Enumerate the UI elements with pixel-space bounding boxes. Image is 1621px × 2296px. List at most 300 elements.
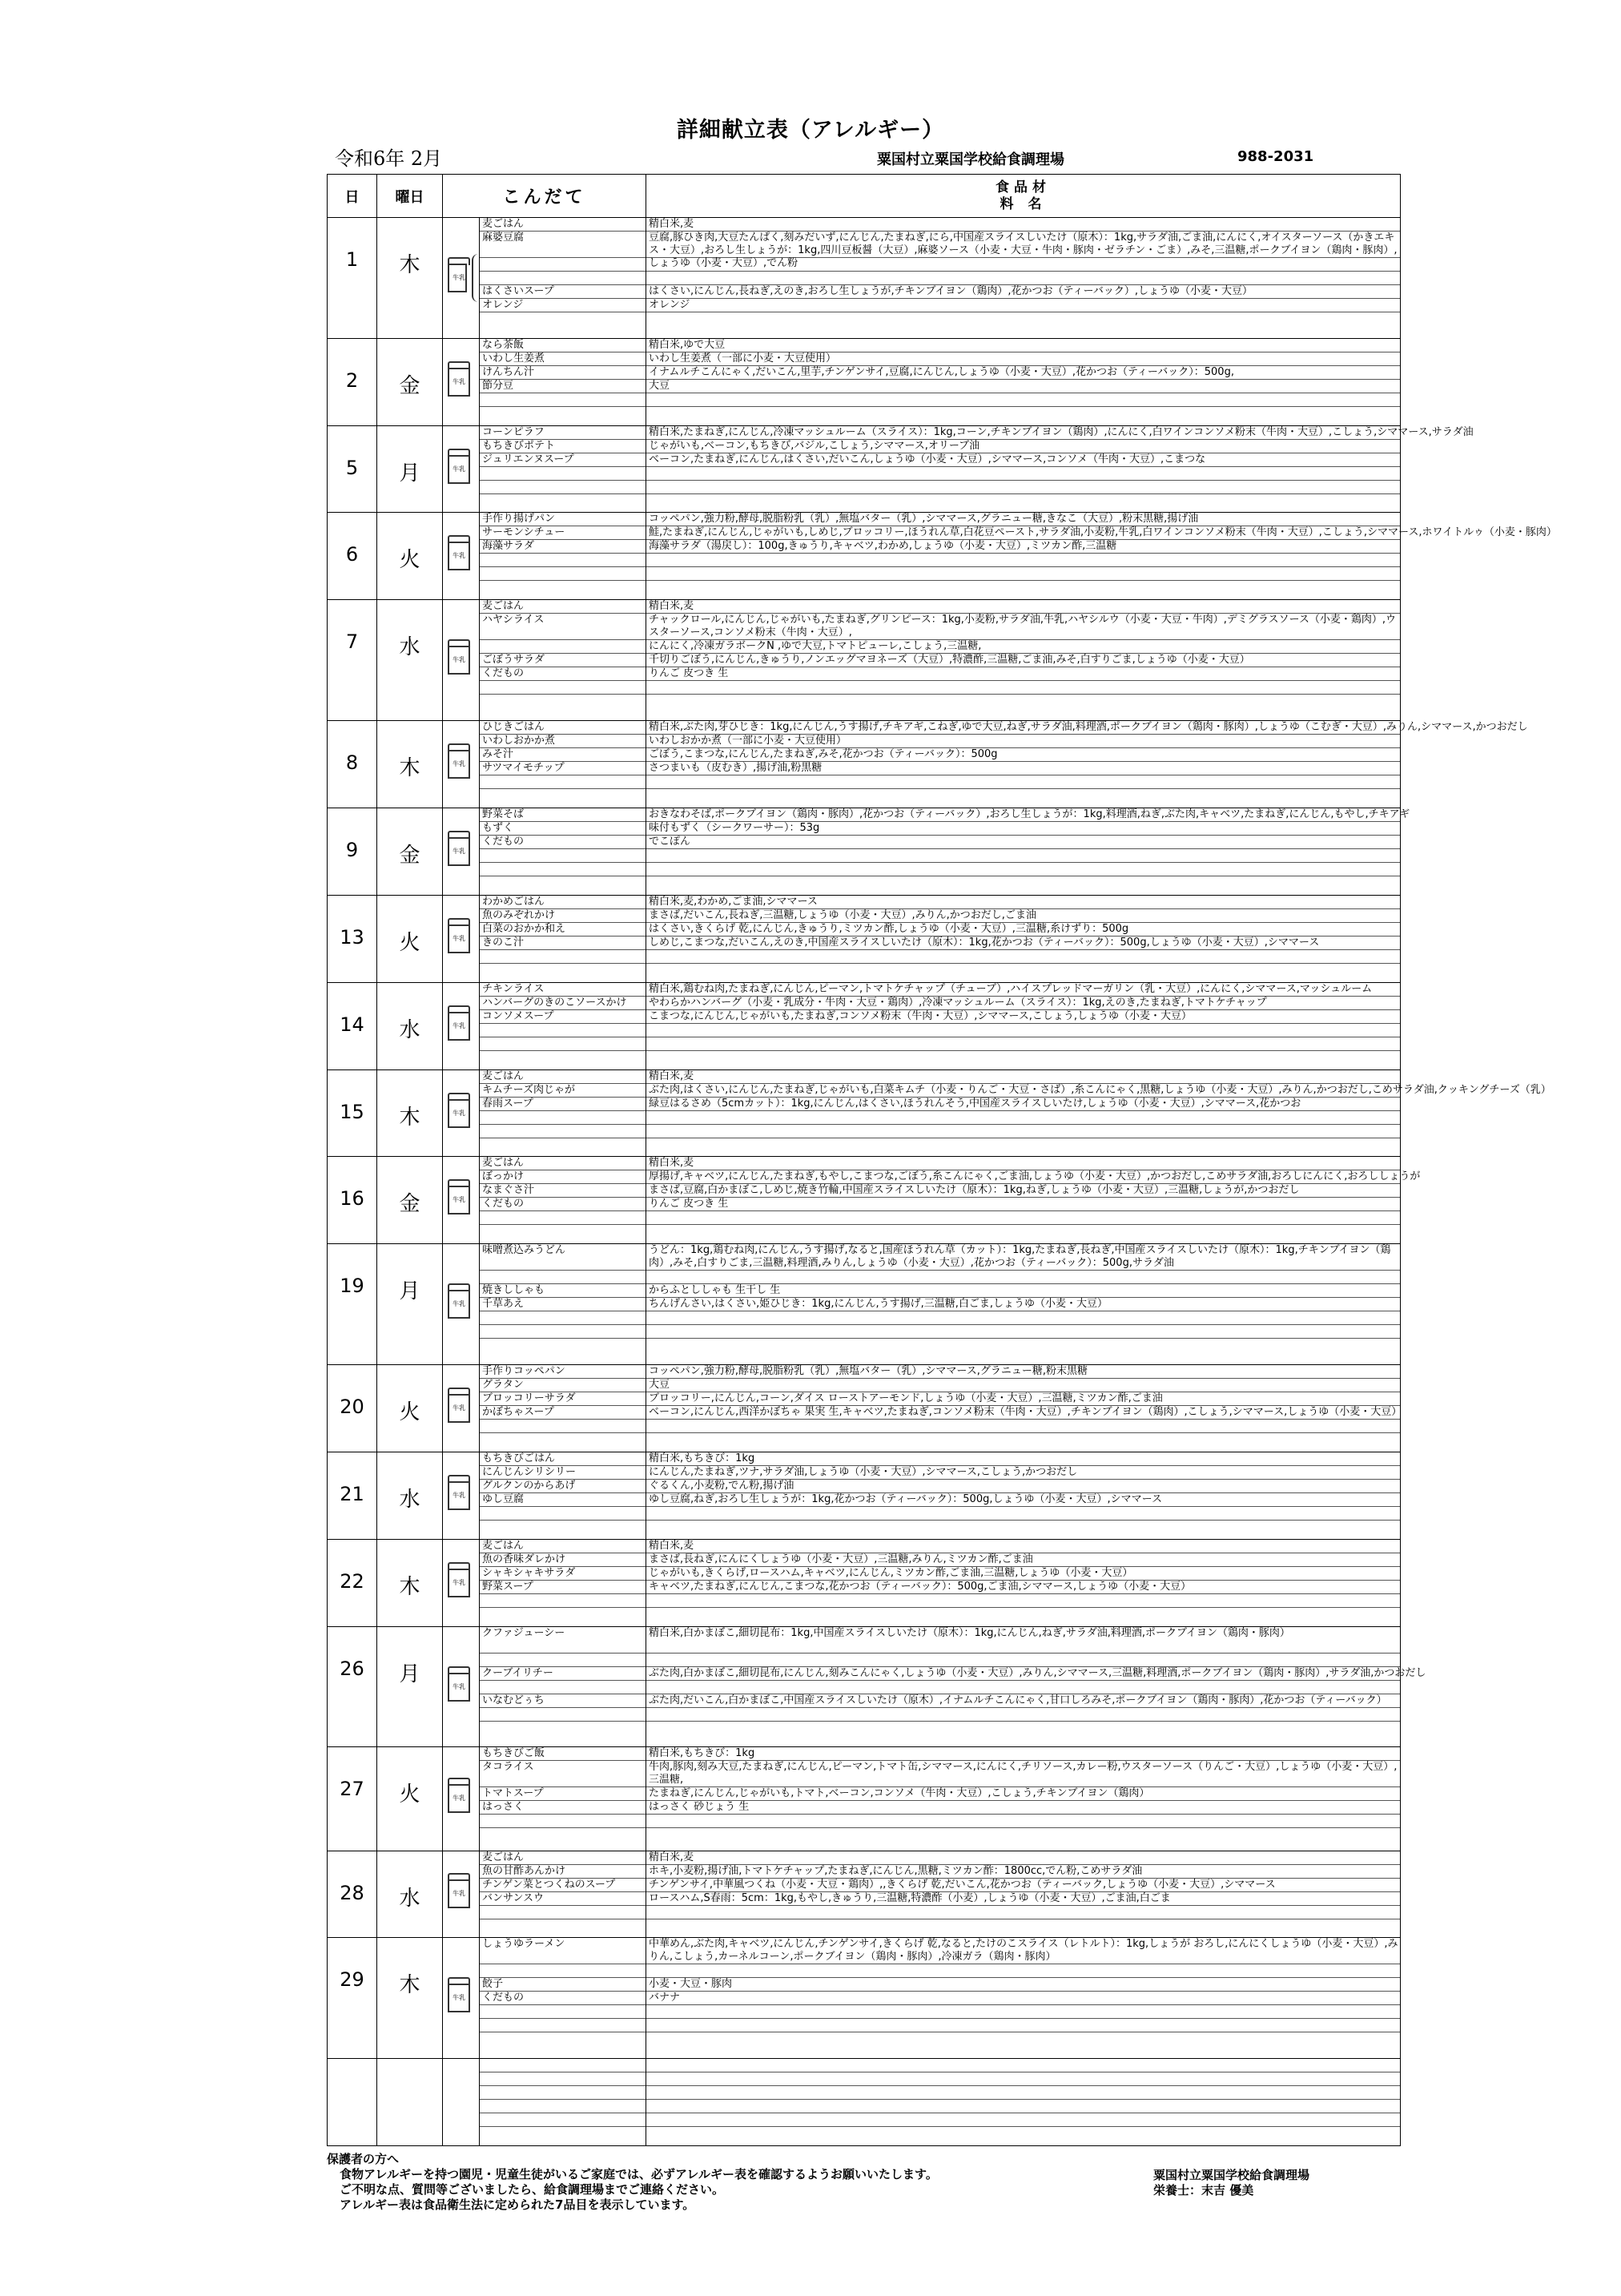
dish-name: コーンピラフ [480,426,646,440]
day-block [328,1157,1401,1244]
year-month: 令和6年 2月 [335,147,443,170]
milk-cell [443,982,480,1069]
dish-name: ひじきごはん [480,721,646,735]
ingredient-list [646,721,1528,808]
ingredient-text [646,1654,1400,1667]
weekday: 火 [377,1365,443,1452]
dish-name [480,1906,646,1919]
milk-cell [443,1539,480,1626]
day-block [328,1747,1401,1851]
ingredient-text [646,950,1400,964]
ingredient-text: じゃがいも,ベーコン,もちきび,バジル,こしょう,シママース,オリーブ油 [646,440,1400,453]
dish-name: もちきびごはん [480,1452,646,1466]
dish-name: はくさいスープ [480,285,646,299]
dish-list [480,1851,646,1938]
weekday: 金 [377,808,443,895]
milk-carton-icon [448,1784,470,1813]
dish-name: 手作りコッペパン [480,1365,646,1379]
day-block [328,218,1401,339]
dish-name: タコライス [480,1761,646,1787]
ingredient-text [646,2059,1400,2072]
footer-line-3: ご不明な点、質問等ございましたら、給食調理場までご連絡ください。 [340,2182,725,2197]
ingredient-text: チャックロール,にんじん,じゃがいも,たまねぎ,グリンピース：1kg,小麦粉,サラダ油,牛乳,ハヤシルウ（小麦・大豆・牛肉）,デミグラスソース（小麦・鶏肉）,ウスターソース,コンソメ粉末（牛肉・大豆）, [646,614,1400,640]
milk-cell [443,895,480,982]
ingredient-text: からふとししゃも 生干し 生 [646,1284,1400,1298]
ingredient-text: しめじ,こまつな,だいこん,えのき,中国産スライスしいたけ（原木）：1kg,花かつお（ティーバック）：500g,しょうゆ（小麦・大豆）,シママース [646,937,1400,950]
milk-carton-icon [448,542,470,570]
dish-name: いなむどぅち [480,1694,646,1708]
day-number [328,2059,377,2146]
dish-name: なら茶飯 [480,339,646,352]
dish-name: 餃子 [480,1978,646,1992]
dish-name [480,1708,646,1722]
dish-name [480,2005,646,2019]
dish-name [480,681,646,695]
ingredient-text: にんにく,冷凍ガラボークN ,ゆで大豆,トマトピューレ,こしょう,三温糖, [646,640,1400,654]
ingredient-text: 精白米,ぶた肉,芽ひじき：1kg,にんじん,うす揚げ,チキアギ,こねぎ,ゆで大豆,ねぎ,サラダ油,料理酒,ポークブイヨン（鶏肉・豚肉）,しょうゆ（こむぎ・大豆）,みりん,シママース,かつおだし [646,721,1400,735]
dish-name [480,393,646,407]
weekday: 月 [377,425,443,513]
footer-dietitian: 栄養士：末吉 優美 [1153,2183,1254,2197]
ingredient-list [646,1747,1401,1851]
ingredient-text: コッペパン,強力粉,酵母,脱脂粉乳（乳）,無塩バター（乳）,シママース,グラニュー糖,粉末黒糖 [646,1365,1400,1379]
footer-school [1153,2168,1309,2198]
dish-name [480,950,646,964]
dish-name: クーブイリチー [480,1667,646,1681]
ingredient-text [646,1594,1400,1608]
ingredient-text: さつまいも（皮むき）,揚げ油,粉黒糖 [646,762,1400,775]
dish-list [480,721,646,808]
dish-name: バンサンスウ [480,1892,646,1906]
ingredient-text: ぐるくん,小麦粉,でん粉,揚げ油 [646,1480,1400,1493]
weekday: 金 [377,338,443,425]
ingredient-text: 精白米,麦 [646,1851,1400,1865]
dish-name: もずく [480,822,646,836]
day-number: 1 [328,218,377,339]
ingredient-text: ベーコン,たまねぎ,にんじん,はくさい,だいこん,しょうゆ（小麦・大豆）,シママース,コンソメ（牛肉・大豆）,こまつな [646,453,1400,467]
ingredient-text: 精白米,麦 [646,600,1400,614]
dish-name: シャキシャキサラダ [480,1567,646,1581]
ingredient-text: 味付もずく（シークワーサー）：53g [646,822,1400,836]
milk-cell [443,721,480,808]
weekday: 木 [377,721,443,808]
milk-carton-icon [448,1879,470,1908]
ingredient-text: オレンジ [646,299,1400,312]
milk-label: 牛乳 [453,1890,465,1898]
milk-carton-icon [448,924,470,953]
milk-label: 牛乳 [453,273,465,281]
dish-name: ハンバーグのきのこソースかけ [480,997,646,1010]
weekday: 月 [377,1626,443,1747]
milk-carton-icon [448,1984,470,2012]
ingredient-list [646,982,1401,1069]
ingredient-text [646,1964,1400,1978]
dish-list [480,600,646,721]
dish-name: 白菜のおかか和え [480,923,646,937]
dish-name [480,2086,646,2100]
header-ingredients [646,175,1401,218]
dish-list [480,895,646,982]
dish-name: 手作り揚げパン [480,513,646,526]
milk-cell [443,338,480,425]
ingredient-text: ホキ,小麦粉,揚げ油,トマトケチャップ,たまねぎ,にんじん,黒糖,ミツカン酢：1800cc,でん粉,こめサラダ油 [646,1865,1400,1879]
dish-list [480,1365,646,1452]
ingredient-text: 精白米,麦 [646,1070,1400,1084]
ingredient-text: いわしおかか煮（一部に小麦・大豆使用） [646,735,1400,748]
table-header [328,175,1401,218]
dish-name [480,1037,646,1051]
day-number: 27 [328,1747,377,1851]
ingredient-text: やわらかハンバーグ（小麦・乳成分・牛肉・大豆・鶏肉）,冷凍マッシュルーム（スライス）：1kg,えのき,たまねぎ,トマトケチャップ [646,997,1400,1010]
ingredient-list [646,2059,1401,2146]
dish-name: きのこ汁 [480,937,646,950]
dish-name: なまぐさ汁 [480,1184,646,1198]
dish-name: かぼちゃスープ [480,1406,646,1420]
ingredient-text: 厚揚げ,キャベツ,にんじん,たまねぎ,もやし,こまつな,ごぼう,糸こんにゃく,ごま油,しょうゆ（小麦・大豆）,かつおだし,こめサラダ油,おろしにんにく,おろししょうが [646,1170,1400,1184]
ingredient-text: 精白米,麦,わかめ,ごま油,シママース [646,896,1400,909]
dish-name [480,2072,646,2086]
milk-cell [443,1244,480,1365]
weekday: 水 [377,600,443,721]
dish-name: 魚の香味ダレかけ [480,1553,646,1567]
milk-carton-icon [448,455,470,484]
day-block [328,1539,1401,1626]
dish-name [480,640,646,654]
dish-name: しょうゆラーメン [480,1938,646,1964]
ingredient-text: ごぼう,こまつな,にんじん,たまねぎ,みそ,花かつお（ティーバック）：500g [646,748,1400,762]
dish-name [480,1420,646,1433]
milk-carton-icon [448,1186,470,1214]
dish-name [480,2100,646,2113]
dish-name [480,1681,646,1694]
milk-carton-icon [448,1673,470,1702]
milk-cell [443,1626,480,1747]
ingredient-text [646,393,1400,407]
dish-name: いわしおかか煮 [480,735,646,748]
ingredient-list [646,1069,1551,1157]
weekday: 木 [377,1539,443,1626]
ingredient-text: 大豆 [646,1379,1400,1392]
ingredient-text [646,849,1400,863]
ingredient-text: たまねぎ,にんじん,じゃがいも,トマト,ベーコン,コンソメ（牛肉・大豆）,こしょう,チキンブイヨン（鶏肉） [646,1787,1400,1801]
milk-carton-icon [448,750,470,779]
dish-name: 麦ごはん [480,600,646,614]
weekday [377,2059,443,2146]
ingredient-text: まさば,だいこん,長ねぎ,三温糖,しょうゆ（小麦・大豆）,みりん,かつおだし,ごま油 [646,909,1400,923]
dish-name [480,258,646,272]
dish-name: サツマイモチップ [480,762,646,775]
ingredient-text [646,481,1400,494]
day-number: 9 [328,808,377,895]
ingredient-text [646,2005,1400,2019]
dish-name [480,849,646,863]
day-number: 28 [328,1851,377,1938]
ingredient-list [646,1365,1401,1452]
ingredient-text [646,1271,1400,1284]
dish-name: トマトスープ [480,1787,646,1801]
dish-list [480,1244,646,1365]
ingredient-text: りんご 皮つき 生 [646,1198,1400,1211]
weekday: 金 [377,1157,443,1244]
ingredient-text: 中華めん,ぶた肉,キャベツ,にんじん,チンゲンサイ,きくらげ 乾,なると,たけのこスライス（レトルト）：1kg,しょうが おろし,にんにくしょうゆ（小麦・大豆）,みりん,こしょう,カーネルコーン,ポークブイヨン（鶏肉・豚肉）,冷凍ガラ（鶏肉・豚肉） [646,1938,1400,1964]
dish-name [480,481,646,494]
ingredient-text: にんじん,たまねぎ,ツナ,サラダ油,しょうゆ（小麦・大豆）,シママース,こしょう,かつおだし [646,1466,1400,1480]
dish-name: クファジューシー [480,1627,646,1654]
ingredient-text: ゆし豆腐,ねぎ,おろし生しょうが：1kg,花かつお（ティーバック）：500g,しょうゆ（小麦・大豆）,シママース [646,1493,1400,1507]
ingredient-text [646,681,1400,695]
milk-label: 牛乳 [453,656,465,664]
ingredient-list [646,1539,1401,1626]
ingredient-text: コッペパン,強力粉,酵母,脱脂粉乳（乳）,無塩バター（乳）,シママース,グラニュー糖,きなこ（大豆）,粉末黒糖,揚げ油 [646,513,1400,526]
dish-name [480,1125,646,1138]
milk-cell [443,808,480,895]
footer-notes [327,2152,938,2213]
ingredient-text: バナナ [646,1992,1400,2005]
dish-name: ぼっかけ [480,1170,646,1184]
day-block [328,1851,1401,1938]
milk-label: 牛乳 [453,1994,465,2002]
ingredient-text: ぶた肉,白かまぼこ,細切昆布,にんじん,刻みこんにゃく,しょうゆ（小麦・大豆）,みりん,シママース,三温糖,料理酒,ポークブイヨン（鶏肉・豚肉）,サラダ油,かつおだし [646,1667,1400,1681]
dish-list [480,513,646,600]
dish-name: ブロッコリーサラダ [480,1392,646,1406]
ingredient-text [646,1815,1400,1828]
ingredient-text [646,1111,1400,1125]
dish-list [480,1539,646,1626]
dish-name: 節分豆 [480,380,646,393]
ingredient-text [646,1906,1400,1919]
dish-name [480,1271,646,1284]
day-block [328,721,1401,808]
milk-cell [443,1938,480,2059]
footer-line-1: 保護者の方へ [327,2152,400,2166]
ingredient-text [646,2100,1400,2113]
dish-name: チンゲン菜とつくねのスープ [480,1879,646,1892]
ingredient-text: 精白米,白かまぼこ,細切昆布：1kg,中国産スライスしいたけ（原木）：1kg,にんじん,ねぎ,サラダ油,料理酒,ポークブイヨン（鶏肉・豚肉） [646,1627,1400,1654]
dish-name: くだもの [480,667,646,681]
day-number: 20 [328,1365,377,1452]
ingredient-text [646,1708,1400,1722]
ingredient-list [646,1851,1401,1938]
day-block [328,1365,1401,1452]
dish-name [480,1024,646,1037]
header-day: 日 [328,175,377,218]
dish-name [480,467,646,481]
dish-name [480,1211,646,1225]
ingredient-text: イナムルチこんにゃく,だいこん,里芋,チンゲンサイ,豆腐,にんじん,しょうゆ（小麦・大豆）,花かつお（ティーバック）：500g, [646,366,1400,380]
day-block [328,982,1401,1069]
dish-name: 春雨スープ [480,1098,646,1111]
ingredient-text [646,1420,1400,1433]
milk-label: 牛乳 [453,1300,465,1308]
milk-cell [443,218,480,339]
ingredient-text [646,554,1400,567]
dish-list [480,338,646,425]
dish-name: グルクンのからあげ [480,1480,646,1493]
weekday: 火 [377,895,443,982]
ingredient-text [646,1211,1400,1225]
ingredient-list [646,1452,1401,1539]
milk-carton-icon [448,646,470,675]
ingredient-text: 精白米,麦 [646,1540,1400,1553]
dish-name: 麦ごはん [480,1540,646,1553]
ingredient-text: 大豆 [646,380,1400,393]
dish-name: くだもの [480,1198,646,1211]
milk-cell [443,1452,480,1539]
dish-name: 海藻サラダ [480,540,646,554]
milk-carton-icon [448,837,470,866]
weekday: 月 [377,1244,443,1365]
document-title: 詳細献立表（アレルギー） [676,118,945,143]
ingredient-list [646,600,1401,721]
ingredient-text [646,1507,1400,1521]
day-number: 26 [328,1626,377,1747]
dish-name: コンソメスープ [480,1010,646,1024]
dish-name: グラタン [480,1379,646,1392]
ingredient-text: 海藻サラダ（湯戻し）：100g,きゅうり,キャベツ,わかめ,しょうゆ（小麦・大豆）,ミツカン酢,三温糖 [646,540,1400,554]
ingredient-text: 鮭,たまねぎ,にんじん,じゃがいも,しめじ,ブロッコリー,ほうれん草,白花豆ペースト,サラダ油,小麦粉,牛乳,白ワインコンソメ粉末（牛肉・大豆）,こしょう,シママース,ホワイトルゥ（小麦・豚肉） [646,526,1400,540]
dish-name: ごぼうサラダ [480,654,646,667]
dish-name: みそ汁 [480,748,646,762]
ingredient-text: まさば,長ねぎ,にんにくしょうゆ（小麦・大豆）,三温糖,みりん,ミツカン酢,ごま油 [646,1553,1400,1567]
dish-name: 野菜そば [480,808,646,822]
dish-list [480,1938,646,2059]
day-block [328,1938,1401,2059]
ingredient-text: うどん：1kg,鶏むね肉,にんじん,うす揚げ,なると,国産ほうれん草（カット）：1kg,たまねぎ,長ねぎ,中国産スライスしいたけ（原木）：1kg,チキンブイヨン（鶏肉）,みそ,白すりごま,三温糖,料理酒,みりん,しょうゆ（小麦・大豆）,花かつお（ティーバック）：500g,サラダ油 [646,1244,1400,1271]
milk-label: 牛乳 [453,1404,465,1412]
milk-label: 牛乳 [453,1109,465,1117]
dish-name: 麦ごはん [480,1851,646,1865]
dish-name: 麦ごはん [480,1157,646,1170]
dish-list [480,218,646,339]
dish-name [480,567,646,581]
ingredient-text [646,2019,1400,2032]
dish-name: 千草あえ [480,1298,646,1311]
milk-carton-icon [448,1394,470,1423]
dish-name: オレンジ [480,299,646,312]
dish-list [480,1626,646,1747]
ingredient-text: りんご 皮つき 生 [646,667,1400,681]
ingredient-text: 豆腐,豚ひき肉,大豆たんぱく,刻みだいず,にんじん,たまねぎ,にら,中国産スライスしいたけ（原木）：1kg,サラダ油,ごま油,にんにく,オイスターソース（かきエキス・大豆）,おろし生しょうが：1kg,四川豆板醤（大豆）,麻婆ソース（小麦・大豆・牛肉・豚肉・ゼラチン・ごま）,みそ,三温糖,ポークブイヨン（鶏肉・豚肉）,しょうゆ（小麦・大豆）,でん粉 [646,232,1400,258]
ingredient-text [646,567,1400,581]
ingredient-text: ブロッコリー,にんじん,コーン,ダイス ローストアーモンド,しょうゆ（小麦・大豆）,三温糖,ミツカン酢,ごま油 [646,1392,1400,1406]
header-menu: こんだて [443,175,646,218]
ingredient-text: まさば,豆腐,白かまぼこ,しめじ,焼き竹輪,中国産スライスしいたけ（原木）：1kg,ねぎ,しょうゆ（小麦・大豆）,三温糖,しょうが,かつおだし [646,1184,1400,1198]
header-weekday: 曜日 [377,175,443,218]
header-ingredients-bottom: 料 名 [1000,195,1047,212]
organization-name: 粟国村立粟国学校給食調理場 [877,151,1064,168]
milk-carton-icon [448,264,467,292]
milk-carton-icon [448,1569,470,1597]
ingredient-text: キャベツ,たまねぎ,にんじん,こまつな,花かつお（ティーバック）：500g,ごま油,シママース,しょうゆ（小麦・大豆） [646,1581,1400,1594]
dish-name: 魚のみぞれかけ [480,909,646,923]
ingredient-text: 千切りごぼう,にんじん,きゅうり,ノンエッグマヨネーズ（大豆）,特濃酢,三温糖,ごま油,みそ,白すりごま,しょうゆ（小麦・大豆） [646,654,1400,667]
milk-carton-icon [448,1290,470,1319]
ingredient-list [646,808,1410,895]
ingredient-text: 小麦・大豆・豚肉 [646,1978,1400,1992]
ingredient-text: ぶた肉,はくさい,にんじん,たまねぎ,じゃがいも,白菜キムチ（小麦・りんご・大豆・さば）,糸こんにゃく,黒糖,しょうゆ（小麦・大豆）,みりん,かつおだし,こめサラダ油,クッキングチーズ（乳） [646,1084,1400,1098]
milk-cell [443,425,480,513]
day-block [328,2059,1401,2146]
dish-list [480,808,646,895]
ingredient-list [646,338,1401,425]
ingredient-text [646,1125,1400,1138]
ingredient-text: チンゲンサイ,中華風つくね（小麦・大豆・鶏肉）,,きくらげ 乾,だいこん,花かつお（ティーバック,しょうゆ（小麦・大豆）,シママース [646,1879,1400,1892]
ingredient-list [646,218,1401,339]
day-number: 16 [328,1157,377,1244]
milk-cell [443,1157,480,1244]
ingredient-text [646,1325,1400,1339]
milk-label: 牛乳 [453,847,465,855]
ingredient-text [646,272,1400,285]
day-block [328,425,1401,513]
dish-name: にんじんシリシリー [480,1466,646,1480]
ingredient-text: 精白米,鶏むね肉,たまねぎ,にんじん,ピーマン,トマトケチャップ（チューブ）,ハイスプレッドマーガリン（乳・大豆）,にんにく,シママース,マッシュルーム [646,983,1400,997]
dish-name: 野菜スープ [480,1581,646,1594]
milk-label: 牛乳 [453,1491,465,1499]
dish-name [480,1311,646,1325]
dish-name [480,1654,646,1667]
dish-name [480,775,646,789]
dish-name: ゆし豆腐 [480,1493,646,1507]
ingredient-text [646,1037,1400,1051]
dish-list [480,1069,646,1157]
dish-name: 麦ごはん [480,1070,646,1084]
weekday: 木 [377,218,443,339]
ingredient-text: 精白米,麦 [646,218,1400,232]
ingredient-text [646,2113,1400,2127]
ingredient-text [646,1681,1400,1694]
dish-name: 焼きししゃも [480,1284,646,1298]
ingredient-text: 精白米,もちきび：1kg [646,1452,1400,1466]
milk-label: 牛乳 [453,1578,465,1586]
ingredient-list [646,1157,1421,1244]
ingredient-text: はっさく 砂じょう 生 [646,1801,1400,1815]
day-number: 22 [328,1539,377,1626]
dish-name [480,1815,646,1828]
dish-name: キムチーズ肉じゃが [480,1084,646,1098]
dish-name [480,863,646,876]
ingredient-text: いわし生姜煮（一部に小麦・大豆使用） [646,352,1400,366]
dish-name: ハヤシライス [480,614,646,640]
dish-name [480,1507,646,1521]
milk-label: 牛乳 [453,1196,465,1204]
day-number: 2 [328,338,377,425]
ingredient-text: じゃがいも,きくらげ,ロースハム,キャベツ,にんじん,ミツカン酢,ごま油,三温糖,しょうゆ（小麦・大豆） [646,1567,1400,1581]
day-block [328,1069,1401,1157]
weekday: 火 [377,513,443,600]
dish-name [480,2113,646,2127]
dish-name: 麻婆豆腐 [480,232,646,258]
dish-list [480,1452,646,1539]
milk-cell [443,1747,480,1851]
dish-name: はっさく [480,1801,646,1815]
ingredient-text: でこぽん [646,836,1400,849]
day-number: 13 [328,895,377,982]
ingredient-text: ロースハム,S春雨：5cm：1kg,もやし,きゅうり,三温糖,特濃酢（小麦）,しょうゆ（小麦・大豆）,ごま油,白ごま [646,1892,1400,1906]
weekday: 木 [377,1938,443,2059]
dish-list [480,425,646,513]
ingredient-list [646,1938,1401,2059]
ingredient-text: はくさい,きくらげ 乾,にんじん,きゅうり,ミツカン酢,しょうゆ（小麦・大豆）,三温糖,糸けずり：500g [646,923,1400,937]
day-number: 15 [328,1069,377,1157]
milk-carton-icon [448,1481,470,1510]
milk-carton-icon [448,368,470,397]
dish-name: くだもの [480,836,646,849]
milk-cell [443,1069,480,1157]
dish-name: チキンライス [480,983,646,997]
ingredient-text [646,2072,1400,2086]
dish-name [480,1111,646,1125]
